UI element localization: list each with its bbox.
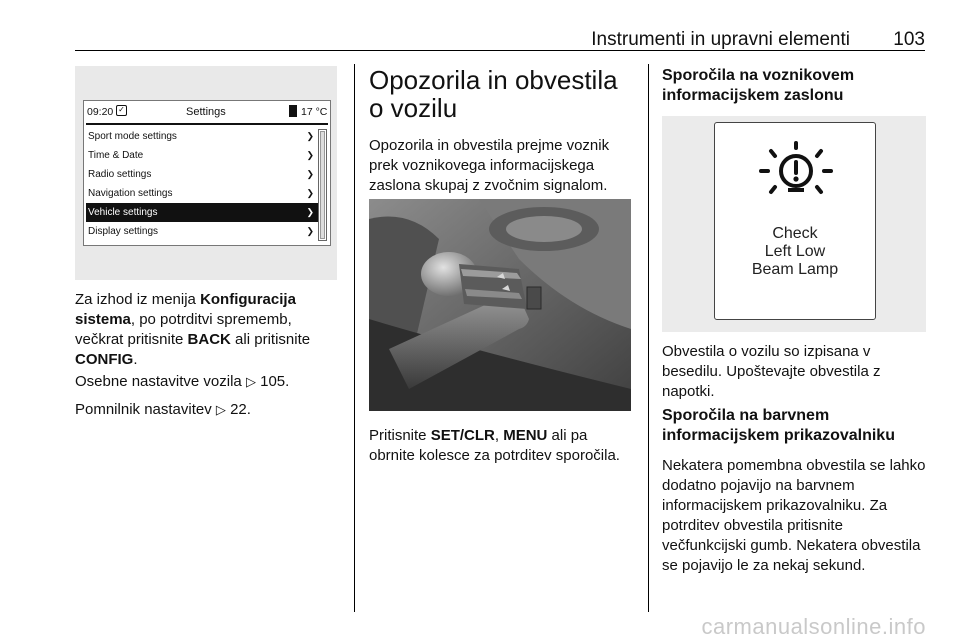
chevron-right-icon: ❯ bbox=[306, 169, 314, 179]
exit-menu-paragraph: Za izhod iz menija Konfiguracija sistema, po potrditvi sprememb, večkrat pritisnite BACK ali pritisnite CONFIG. bbox=[75, 291, 311, 368]
chevron-right-icon: ❯ bbox=[306, 131, 314, 141]
column-divider-right bbox=[648, 64, 649, 612]
chevron-right-icon: ❯ bbox=[306, 188, 314, 198]
header-rule bbox=[75, 50, 925, 51]
info-icon bbox=[289, 105, 297, 117]
lamp-text-line-1: Check bbox=[772, 225, 818, 242]
reference-arrow-icon: ▷ bbox=[215, 402, 226, 417]
settings-menu-item-label: Vehicle settings bbox=[88, 207, 158, 218]
chevron-right-icon: ❯ bbox=[306, 207, 314, 217]
confirm-message-paragraph: Pritisnite SET/CLR, MENU ali pa obrnite kolesce za potrditev sporočila. bbox=[369, 427, 620, 464]
settings-menu-item-label: Radio settings bbox=[88, 169, 152, 180]
screen-time: 09:20 bbox=[87, 106, 114, 118]
settings-menu-list bbox=[86, 127, 318, 241]
screen-scrollbar bbox=[318, 129, 327, 241]
settings-screen-figure bbox=[75, 66, 337, 280]
lamp-text-line-2: Left Low bbox=[764, 243, 826, 260]
intro-paragraph: Opozorila in obvestila prejme voznik prek voznikovega informacijskega zaslona skupaj z zvočnim signalom. bbox=[369, 137, 610, 194]
color-display-heading: Sporočila na barvnem informacijskem prikazovalniku bbox=[662, 407, 895, 444]
personal-settings-reference: Osebne nastavitve vozila ▷ 105. bbox=[75, 373, 290, 390]
vehicle-notice-paragraph: Obvestila o vozilu so izpisana v besedilu. Upoštevajte obvestila z napotki. bbox=[662, 343, 881, 400]
column-divider-left bbox=[354, 64, 355, 612]
watermark: carmanualsonline.info bbox=[701, 614, 926, 639]
settings-menu-item-label: Sport mode settings bbox=[88, 131, 177, 142]
lamp-warning-figure bbox=[662, 116, 926, 332]
scrollbar-thumb bbox=[320, 131, 325, 239]
settings-menu-item-label: Display settings bbox=[88, 226, 159, 237]
settings-menu-item[interactable] bbox=[86, 184, 318, 203]
page-header bbox=[75, 26, 925, 54]
chevron-right-icon: ❯ bbox=[306, 150, 314, 160]
exterior-bulb-failure-icon bbox=[757, 139, 835, 209]
settings-menu-item-label: Navigation settings bbox=[88, 188, 173, 199]
settings-menu-item-label: Time & Date bbox=[88, 150, 144, 161]
settings-memory-reference: Pomnilnik nastavitev ▷ 22. bbox=[75, 401, 251, 418]
lamp-text-line-3: Beam Lamp bbox=[751, 261, 839, 278]
settings-screen bbox=[83, 100, 331, 246]
settings-menu-item[interactable] bbox=[86, 222, 318, 241]
color-display-paragraph: Nekatera pomembna obvestila se lahko dodatno pojavijo na barvnem informacijskem prikazovalniku. Za potrditev obvestila pritisnite večfunkcijski gumb. Nekatera obvestila se pojavijo le za nekaj sekund. bbox=[662, 457, 926, 574]
lamp-warning-display bbox=[714, 122, 876, 320]
screen-divider bbox=[86, 123, 328, 125]
chevron-right-icon: ❯ bbox=[306, 226, 314, 236]
settings-menu-item[interactable] bbox=[86, 165, 318, 184]
settings-menu-item[interactable] bbox=[86, 127, 318, 146]
checkmark-icon: ✓ bbox=[116, 105, 127, 116]
steering-stalk-photo bbox=[369, 199, 631, 411]
settings-menu-item[interactable] bbox=[86, 146, 318, 165]
settings-menu-item[interactable] bbox=[86, 203, 318, 222]
page-number: 103 bbox=[893, 29, 925, 50]
driver-info-heading: Sporočila na voznikovem informacijskem zaslonu bbox=[662, 67, 855, 104]
reference-arrow-icon: ▷ bbox=[245, 374, 256, 389]
screen-top-bar bbox=[84, 101, 330, 123]
screen-temperature: 17 °C bbox=[301, 106, 328, 118]
header-title: Instrumenti in upravni elementi bbox=[591, 29, 850, 50]
screen-title: Settings bbox=[186, 106, 226, 118]
section-heading: Opozorila in obvestila o vozilu bbox=[369, 65, 618, 123]
